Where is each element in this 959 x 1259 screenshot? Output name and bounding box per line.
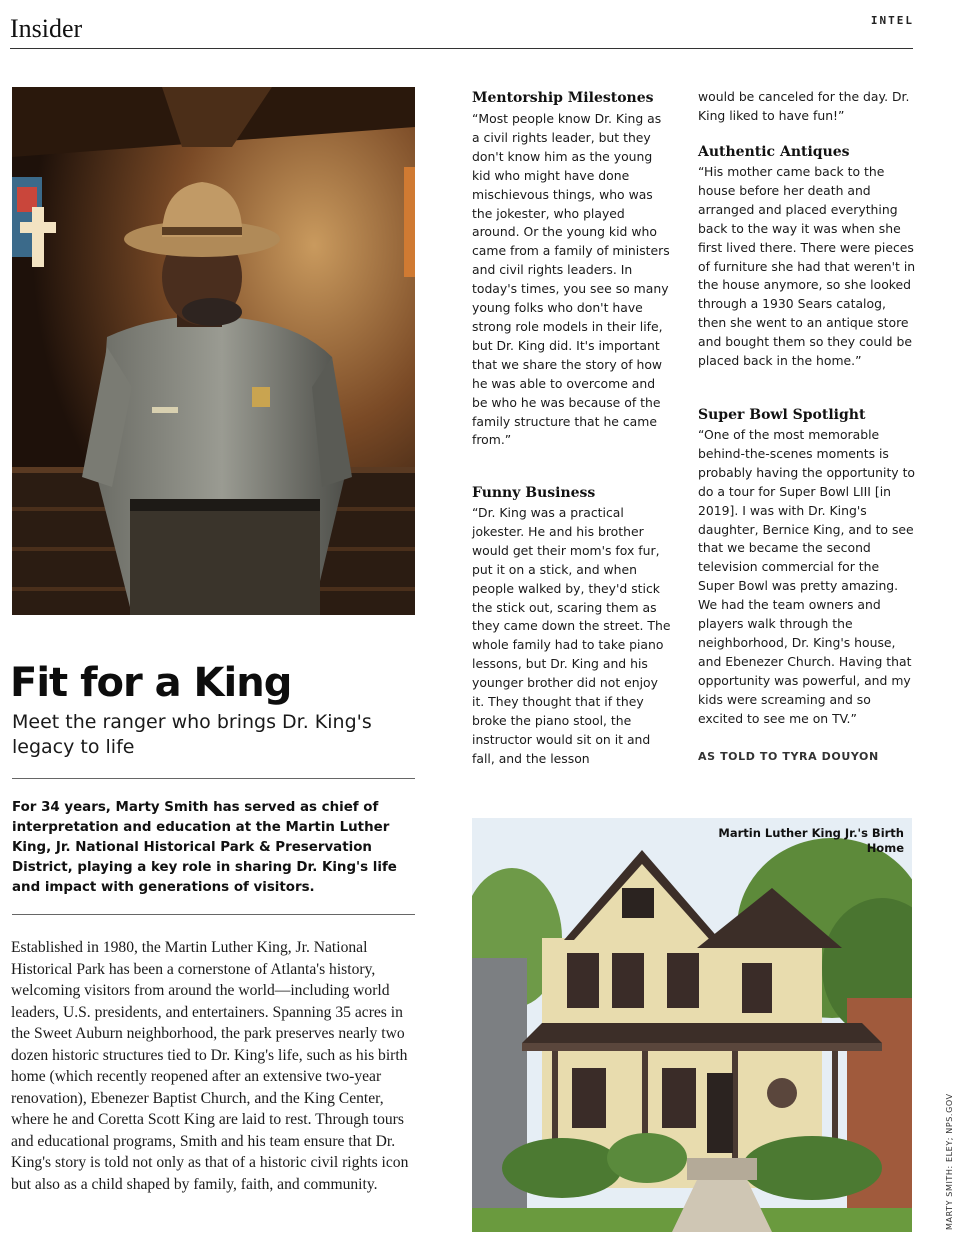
ranger-portrait-photo [12,87,415,615]
subtitle-divider [12,778,415,779]
article-body: Established in 1980, the Martin Luther King, Jr. National Historical Park has been a cornerstone of Atlanta's history, welcoming visitors from around the world—including world leaders, U.S. presidents, and entertainers. Spanning 35 acres in the Sweet Auburn neighborhood, the park preserves nearly two dozen historic structures tied to Dr. King's life, such as his birth home (which recently reopened after an extensive two-year renovation), Ebenezer Baptist Church, and the King Center, where he and Coretta Scott King are laid to rest. Through tours and educational programs, Smith and his team ensure that Dr. King's story is told not only as that of a historic civil rights icon but also as a child shaped by family, faith, and community. [11,939,409,1193]
qa-text-funny-continued: would be canceled for the day. Dr. King liked to have fun!” [698,89,910,123]
masthead: Insider [10,14,83,43]
section-tag: INTEL [870,14,914,27]
qa-text-funny: “Dr. King was a practical jokester. He and his brother would get their mom's fox fur, put it on a stick, and when people walked by, they'd stick the stick out, scaring them as they came down the street. The whole family had to take piano lessons, but Dr. King and his younger brother did not enjoy it. They thought that if they broke the piano stool, the instructor would sit on it and fall, and the lesson [472,505,671,766]
qa-text-antiques: “His mother came back to the house before her death and arranged and placed everything back to the way it was when she first lived there. There were pieces of furniture she had that weren't in the house anymore, so she looked through a 1930 Sears catalog, then she went to an antique store and bought them so they could be placed back in the home.” [698,164,916,369]
article-intro: For 34 years, Marty Smith has served as chief of interpretation and education at the Martin Luther King, Jr. National Historical Park & Preservation District, playing a key role in sharing Dr. King's life and impact with generations of visitors. [12,800,397,895]
birth-home-photo [472,818,912,1232]
told-to-credit: AS TOLD TO TYRA DOUYON [698,750,879,763]
ranger-portrait-illustration [12,87,415,615]
qa-heading-antiques: Authentic Antiques [698,144,850,160]
house-photo-caption: Martin Luther King Jr.'s Birth Home [718,826,904,855]
qa-heading-funny: Funny Business [472,485,596,501]
intro-divider [12,914,415,915]
qa-heading-superbowl: Super Bowl Spotlight [698,407,866,423]
qa-heading-mentorship: Mentorship Milestones [472,90,654,106]
birth-home-illustration [472,818,912,1232]
article-title: Fit for a King [10,660,292,706]
header-divider [10,48,913,49]
qa-text-superbowl: “One of the most memorable behind-the-scenes moments is probably having the opportunity to do a tour for Super Bowl LIII [in 2019]. I was with Dr. King's daughter, Bernice King, and to see that we became the second television commercial for the Super Bowl was pretty amazing. We had the team owners and players walk through the neighborhood, Dr. King's house, and Ebenezer Church. Having that opportunity was powerful, and my kids were screaming and so excited to see me on TV.” [698,427,916,726]
photo-credit: MARTY SMITH: ELEY; NPS.GOV [945,1093,954,1230]
qa-text-mentorship: “Most people know Dr. King as a civil rights leader, but they don't know him as the young kid who might have done mischievous things, who was the jokester, who played around. Or the young kid who came from a family of ministers and civil rights leaders. In today's times, you see so many young folks who don't have strong role models in their life, but Dr. King did. It's important that we share the story of how he was able to overcome and be who he was because of the family structure that he came from.” [472,111,670,448]
article-subtitle: Meet the ranger who brings Dr. King's legacy to life [12,711,372,758]
